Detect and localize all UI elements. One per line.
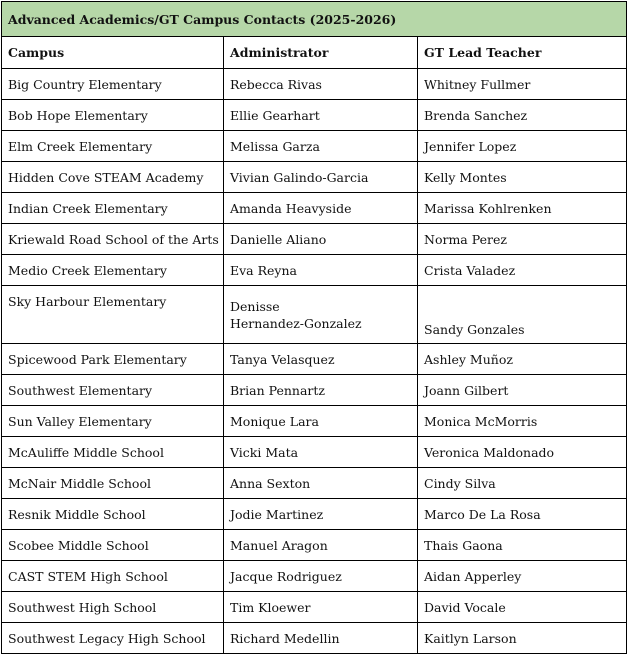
gt-lead-teacher-cell: David Vocale bbox=[418, 592, 627, 623]
table-row bbox=[2, 623, 627, 654]
table-row bbox=[2, 193, 627, 224]
table-row bbox=[2, 255, 627, 286]
administrator-cell: Tim Kloewer bbox=[224, 592, 418, 623]
administrator-cell: Denisse Hernandez-Gonzalez bbox=[224, 286, 418, 344]
gt-lead-teacher-cell: Crista Valadez bbox=[418, 255, 627, 286]
gt-lead-teacher-cell: Ashley Muñoz bbox=[418, 344, 627, 375]
table-row bbox=[2, 561, 627, 592]
gt-lead-teacher-cell: Joann Gilbert bbox=[418, 375, 627, 406]
administrator-cell: Rebecca Rivas bbox=[224, 69, 418, 100]
administrator-cell: Jodie Martinez bbox=[224, 499, 418, 530]
table-body bbox=[2, 69, 627, 654]
column-header-administrator: Administrator bbox=[224, 37, 418, 69]
gt-lead-teacher-cell: Whitney Fullmer bbox=[418, 69, 627, 100]
campus-contacts-table bbox=[1, 1, 627, 654]
campus-cell: McNair Middle School bbox=[2, 468, 224, 499]
campus-cell: McAuliffe Middle School bbox=[2, 437, 224, 468]
administrator-cell: Ellie Gearhart bbox=[224, 100, 418, 131]
table-row bbox=[2, 592, 627, 623]
campus-cell: Kriewald Road School of the Arts bbox=[2, 224, 224, 255]
gt-lead-teacher-cell: Veronica Maldonado bbox=[418, 437, 627, 468]
gt-lead-teacher-cell: Marissa Kohlrenken bbox=[418, 193, 627, 224]
column-header-gt-lead-teacher: GT Lead Teacher bbox=[418, 37, 627, 69]
gt-lead-teacher-cell: Norma Perez bbox=[418, 224, 627, 255]
gt-lead-teacher-cell: Brenda Sanchez bbox=[418, 100, 627, 131]
table-row bbox=[2, 162, 627, 193]
table-row bbox=[2, 286, 627, 344]
campus-cell: Bob Hope Elementary bbox=[2, 100, 224, 131]
campus-cell: Southwest Legacy High School bbox=[2, 623, 224, 654]
table-title: Advanced Academics/GT Campus Contacts (2025-2026) bbox=[2, 2, 627, 37]
gt-lead-teacher-cell: Kelly Montes bbox=[418, 162, 627, 193]
gt-lead-teacher-cell: Aidan Apperley bbox=[418, 561, 627, 592]
table-row bbox=[2, 344, 627, 375]
administrator-cell: Amanda Heavyside bbox=[224, 193, 418, 224]
administrator-cell: Manuel Aragon bbox=[224, 530, 418, 561]
table-row bbox=[2, 437, 627, 468]
campus-cell: Southwest High School bbox=[2, 592, 224, 623]
campus-cell: Big Country Elementary bbox=[2, 69, 224, 100]
table-row bbox=[2, 100, 627, 131]
administrator-cell: Vivian Galindo-Garcia bbox=[224, 162, 418, 193]
campus-cell: Elm Creek Elementary bbox=[2, 131, 224, 162]
administrator-cell: Richard Medellin bbox=[224, 623, 418, 654]
table-row bbox=[2, 406, 627, 437]
campus-cell: Medio Creek Elementary bbox=[2, 255, 224, 286]
table-row bbox=[2, 224, 627, 255]
campus-cell: Southwest Elementary bbox=[2, 375, 224, 406]
gt-lead-teacher-cell: Monica McMorris bbox=[418, 406, 627, 437]
administrator-cell: Tanya Velasquez bbox=[224, 344, 418, 375]
campus-cell: Hidden Cove STEAM Academy bbox=[2, 162, 224, 193]
gt-lead-teacher-cell: Thais Gaona bbox=[418, 530, 627, 561]
table-row bbox=[2, 530, 627, 561]
campus-cell: Indian Creek Elementary bbox=[2, 193, 224, 224]
gt-lead-teacher-cell: Jennifer Lopez bbox=[418, 131, 627, 162]
table-row bbox=[2, 131, 627, 162]
administrator-cell: Vicki Mata bbox=[224, 437, 418, 468]
table-row bbox=[2, 468, 627, 499]
header-row bbox=[2, 37, 627, 69]
campus-cell: Sky Harbour Elementary bbox=[2, 286, 224, 344]
campus-cell: CAST STEM High School bbox=[2, 561, 224, 592]
administrator-cell: Anna Sexton bbox=[224, 468, 418, 499]
administrator-cell: Monique Lara bbox=[224, 406, 418, 437]
table-row bbox=[2, 375, 627, 406]
campus-cell: Resnik Middle School bbox=[2, 499, 224, 530]
gt-lead-teacher-cell: Cindy Silva bbox=[418, 468, 627, 499]
column-header-campus: Campus bbox=[2, 37, 224, 69]
administrator-cell: Danielle Aliano bbox=[224, 224, 418, 255]
administrator-cell: Melissa Garza bbox=[224, 131, 418, 162]
campus-cell: Spicewood Park Elementary bbox=[2, 344, 224, 375]
campus-cell: Sun Valley Elementary bbox=[2, 406, 224, 437]
gt-lead-teacher-cell: Marco De La Rosa bbox=[418, 499, 627, 530]
administrator-cell: Brian Pennartz bbox=[224, 375, 418, 406]
table-row bbox=[2, 499, 627, 530]
campus-cell: Scobee Middle School bbox=[2, 530, 224, 561]
gt-lead-teacher-cell: Kaitlyn Larson bbox=[418, 623, 627, 654]
title-row bbox=[2, 2, 627, 37]
gt-lead-teacher-cell: Sandy Gonzales bbox=[418, 286, 627, 344]
administrator-cell: Jacque Rodriguez bbox=[224, 561, 418, 592]
table-row bbox=[2, 69, 627, 100]
administrator-cell: Eva Reyna bbox=[224, 255, 418, 286]
